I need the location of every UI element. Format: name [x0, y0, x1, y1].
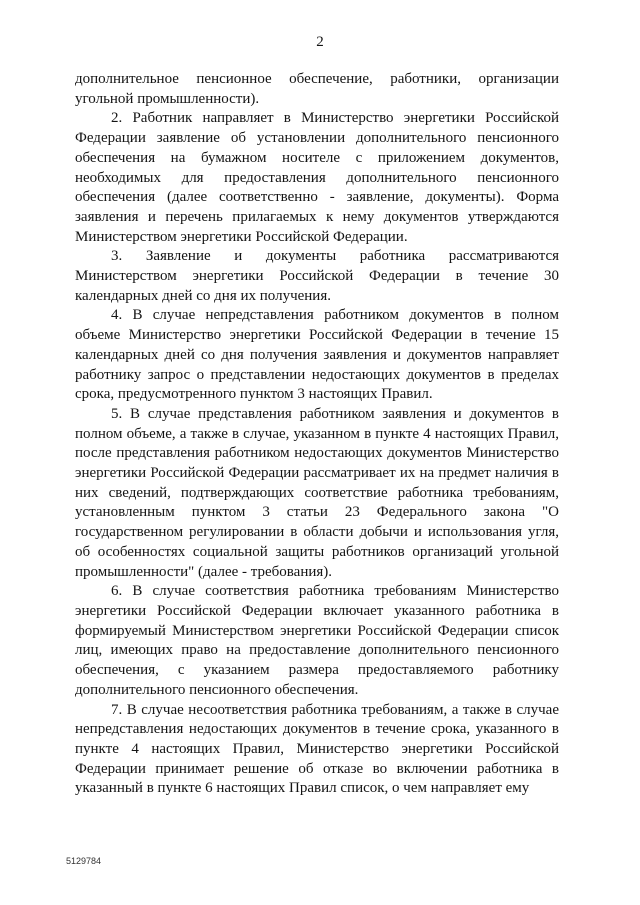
page-number: 2: [316, 34, 324, 50]
paragraph-item-7: 7. В случае несоответствия работника требованиям, а также в случае непредставления недостающих документов в течение срока, указанного в пункте 4 настоящих Правил, Министерство энергетики Российской Федерации принимает решение об отказе во включении работника в указанный в пункте 6 настоящих Правил список, о чем направляет ему: [75, 701, 559, 797]
document-code: 5129784: [66, 856, 102, 866]
paragraph-item-3: 3. Заявление и документы работника рассматриваются Министерством энергетики Российской Федерации в течение 30 календарных дней со дня их получения.: [75, 248, 559, 304]
document-body: [75, 70, 559, 799]
paragraph-item-6: 6. В случае соответствия работника требованиям Министерство энергетики Российской Федерации включает указанного работника в формируемый Министерством энергетики Российской Федерации список лиц, имеющих право на предоставление дополнительного пенсионного обеспечения, с указанием размера предоставляемого работнику дополнительного пенсионного обеспечения.: [75, 583, 559, 698]
paragraph-continuation: дополнительное пенсионное обеспечение, работники, организации угольной промышленности).: [75, 71, 559, 107]
paragraph-item-4: 4. В случае непредставления работником документов в полном объеме Министерство энергетики Российской Федерации в течение 15 календарных дней со дня получения заявления и документов направляет работнику запрос о представлении недостающих документов в пределах срока, предусмотренного пунктом 3 настоящих Правил.: [75, 307, 559, 403]
paragraph-item-5: 5. В случае представления работником заявления и документов в полном объеме, а также в случае, указанном в пункте 4 настоящих Правил, после представления работником недостающих документов Министерство энергетики Российской Федерации рассматривает их на предмет наличия в них сведений, подтверждающих соответствие работника требованиям, установленным пунктом 3 статьи 23 Федерального закона "О государственном регулировании в области добычи и использования угля, об особенностях социальной защиты работников организаций угольной промышленности" (далее - требования).: [75, 405, 559, 580]
paragraph-item-2: 2. Работник направляет в Министерство энергетики Российской Федерации заявление об установлении дополнительного пенсионного обеспечения на бумажном носителе с приложением документов, необходимых для предоставления дополнительного пенсионного обеспечения (далее соответственно - заявление, документы). Форма заявления и перечень прилагаемых к нему документов утверждаются Министерством энергетики Российской Федерации.: [75, 110, 559, 245]
